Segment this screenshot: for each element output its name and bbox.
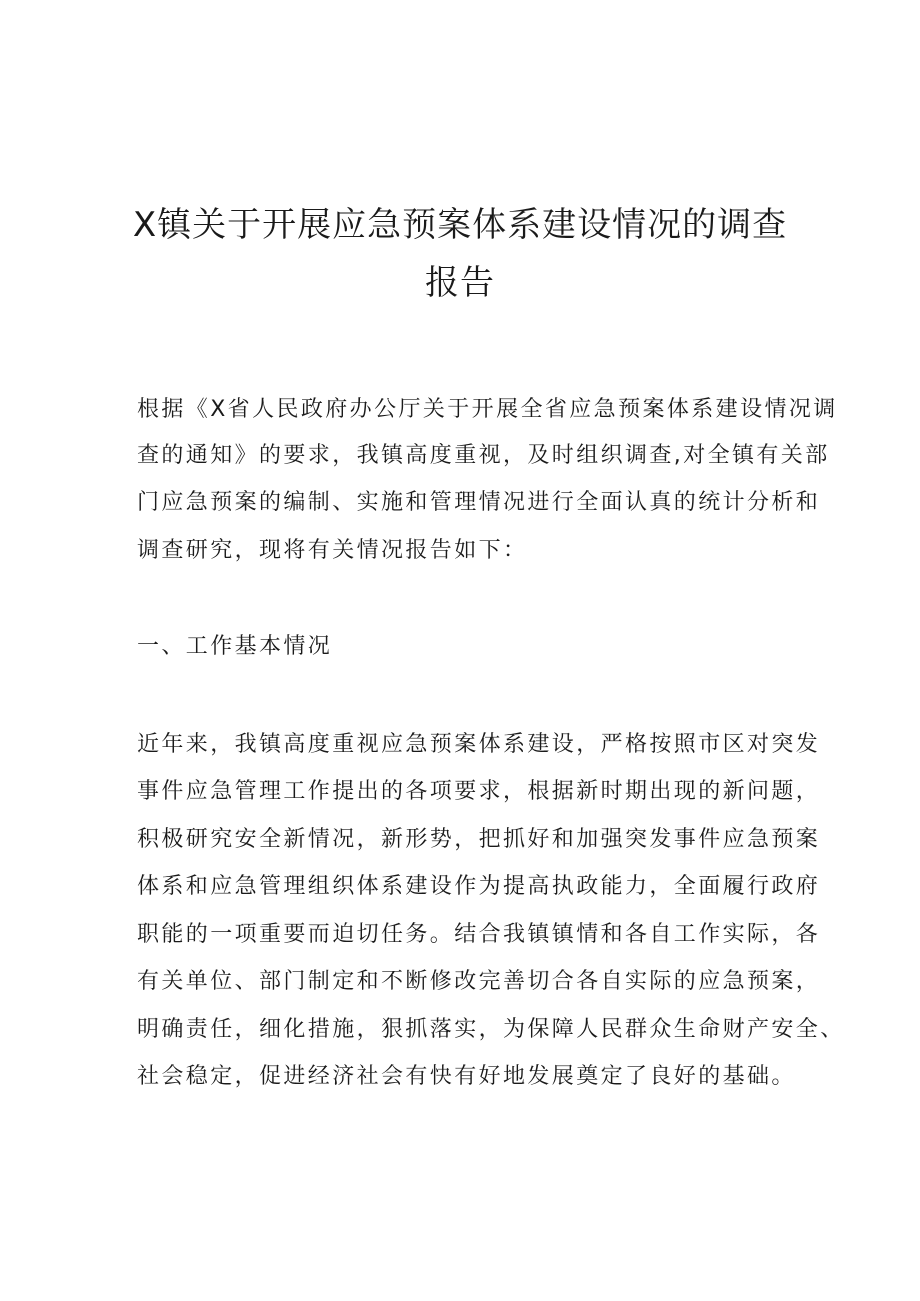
intro-line-4: 调查研究，现将有关情况报告如下： [137, 538, 528, 563]
intro-line-3: 门应急预案的编制、实施和管理情况进行全面认真的统计分析和 [137, 490, 821, 515]
document-title [100, 196, 820, 312]
body-line-4: 体系和应急管理组织体系建设作为提高执政能力，全面履行政府 [137, 874, 821, 899]
body-line-5: 职能的一项重要而迫切任务。结合我镇镇情和各自工作实际，各 [137, 922, 821, 947]
intro-line-2: 查的通知》的要求，我镇高度重视，及时组织调查,对全镇有关部 [137, 443, 830, 468]
section-heading: 一、工作基本情况 [137, 634, 333, 659]
body-line-1: 近年来，我镇高度重视应急预案体系建设，严格按照市区对突发 [137, 732, 821, 757]
body-line-7: 明确责任，细化措施，狠抓落实，为保障人民群众生命财产安全、 [137, 1017, 845, 1042]
intro-line-1: 根据《X省人民政府办公厅关于开展全省应急预案体系建设情况调 [137, 397, 838, 422]
body-line-3: 积极研究安全新情况，新形势，把抓好和加强突发事件应急预案 [137, 827, 821, 852]
body-line-2: 事件应急管理工作提出的各项要求，根据新时期出现的新问题， [137, 779, 821, 804]
title-line-1: X镇关于开展应急预案体系建设情况的调查 [132, 205, 788, 245]
body-line-6: 有关单位、部门制定和不断修改完善切合各自实际的应急预案， [137, 969, 821, 994]
title-line-2: 报告 [425, 263, 495, 303]
body-line-8: 社会稳定，促进经济社会有快有好地发展奠定了良好的基础。 [137, 1064, 796, 1089]
